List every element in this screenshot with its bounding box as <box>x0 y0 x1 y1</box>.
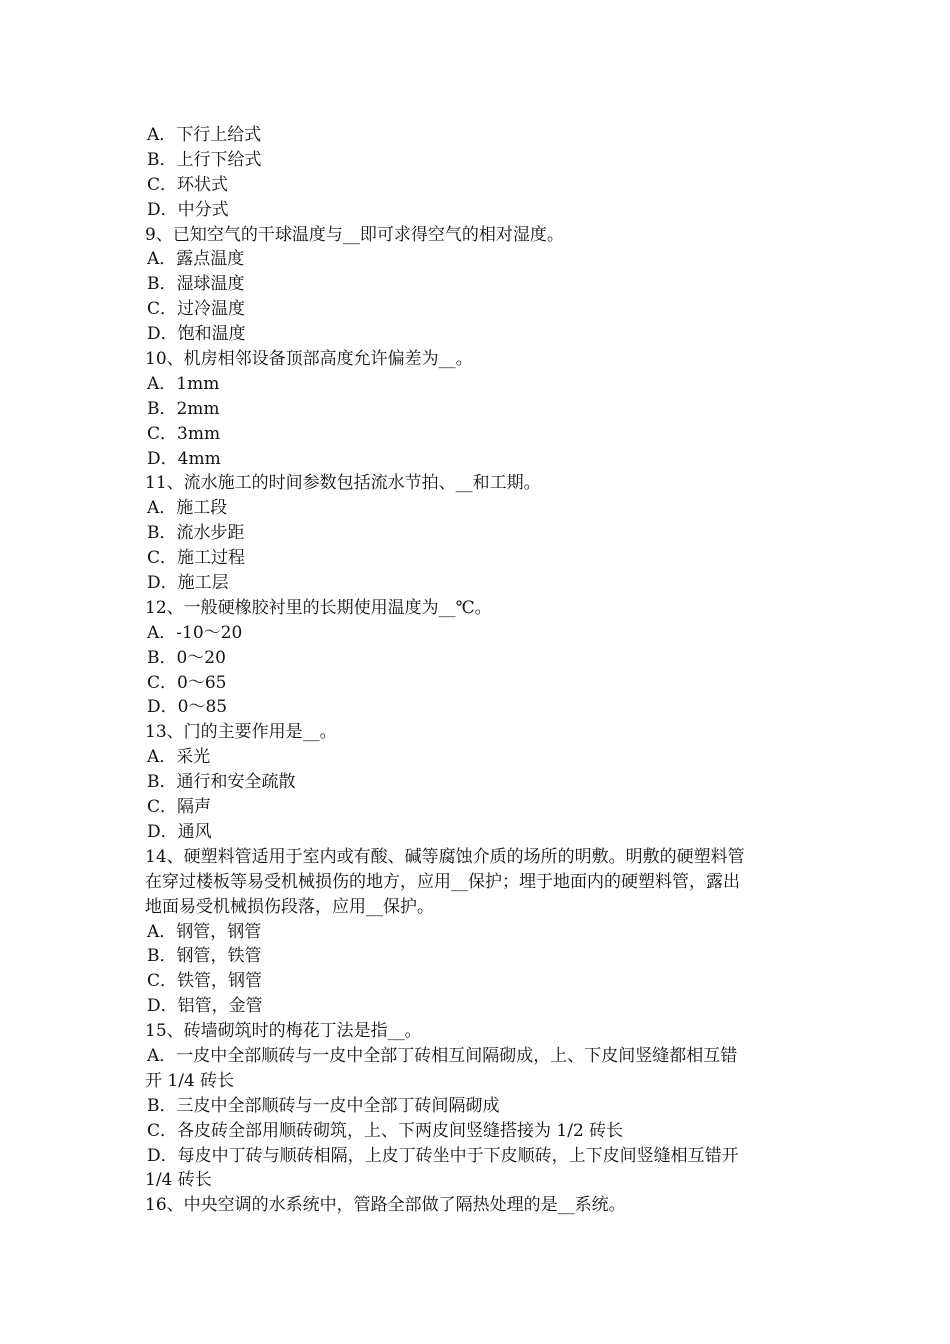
option-line: B．三皮中全部顺砖与一皮中全部丁砖间隔砌成 <box>147 1095 500 1116</box>
option-line: D．中分式 <box>147 199 229 220</box>
option-line: A．施工段 <box>147 498 228 519</box>
option-line: D．通风 <box>147 821 212 842</box>
option-line: B．上行下给式 <box>147 149 262 170</box>
question-line: 地面易受机械损伤段落，应用__保护。 <box>145 896 434 917</box>
option-line: C．各皮砖全部用顺砖砌筑，上、下两皮间竖缝搭接为 1/2 砖长 <box>147 1120 624 1141</box>
option-line: B．2mm <box>147 398 220 419</box>
option-line: D．施工层 <box>147 573 229 594</box>
option-line: D．饱和温度 <box>147 324 246 345</box>
question-line: 11、流水施工的时间参数包括流水节拍、__和工期。 <box>145 473 541 494</box>
question-line: 9、已知空气的干球温度与__即可求得空气的相对湿度。 <box>145 224 564 245</box>
question-line: 1/4 砖长 <box>145 1170 212 1191</box>
document-page <box>145 123 813 1218</box>
option-line: C．铁管，钢管 <box>147 971 263 992</box>
option-line: B．0～20 <box>147 647 226 668</box>
option-line: D．铝管，金管 <box>147 996 263 1017</box>
option-line: C．环状式 <box>147 174 229 195</box>
option-line: D．4mm <box>147 448 221 469</box>
option-line: C．3mm <box>147 423 221 444</box>
question-line: 10、机房相邻设备顶部高度允许偏差为__。 <box>145 349 473 370</box>
question-line: 14、硬塑料管适用于室内或有酸、碱等腐蚀介质的场所的明敷。明敷的硬塑料管 <box>145 846 745 867</box>
option-line: C．隔声 <box>147 797 212 818</box>
option-line: A．下行上给式 <box>147 125 262 145</box>
option-line: A．-10～20 <box>147 622 243 643</box>
option-line: A．采光 <box>147 747 211 768</box>
question-line: 在穿过楼板等易受机械损伤的地方，应用__保护；埋于地面内的硬塑料管，露出 <box>145 871 740 892</box>
option-line: D．每皮中丁砖与顺砖相隔，上皮丁砖坐中于下皮顺砖，上下皮间竖缝相互错开 <box>147 1145 739 1166</box>
option-line: C．0～65 <box>147 672 227 693</box>
question-line: 开 1/4 砖长 <box>145 1070 235 1091</box>
option-line: A．一皮中全部顺砖与一皮中全部丁砖相互间隔砌成，上、下皮间竖缝都相互错 <box>147 1045 738 1066</box>
option-line: A．1mm <box>147 373 220 394</box>
question-line: 13、门的主要作用是__。 <box>145 722 337 743</box>
option-line: B．通行和安全疏散 <box>147 772 296 793</box>
option-line: B．流水步距 <box>147 523 245 544</box>
option-line: D．0～85 <box>147 697 228 718</box>
option-line: B．钢管，铁管 <box>147 946 262 967</box>
option-line: C．过冷温度 <box>147 299 246 320</box>
question-line: 16、中央空调的水系统中，管路全部做了隔热处理的是__系统。 <box>145 1195 626 1216</box>
option-line: A．钢管，钢管 <box>147 921 262 942</box>
question-line: 15、砖墙砌筑时的梅花丁法是指__。 <box>145 1021 422 1042</box>
option-line: A．露点温度 <box>147 249 245 270</box>
option-line: B．湿球温度 <box>147 274 245 295</box>
option-line: C．施工过程 <box>147 548 246 569</box>
question-line: 12、一般硬橡胶衬里的长期使用温度为__℃。 <box>145 597 492 618</box>
